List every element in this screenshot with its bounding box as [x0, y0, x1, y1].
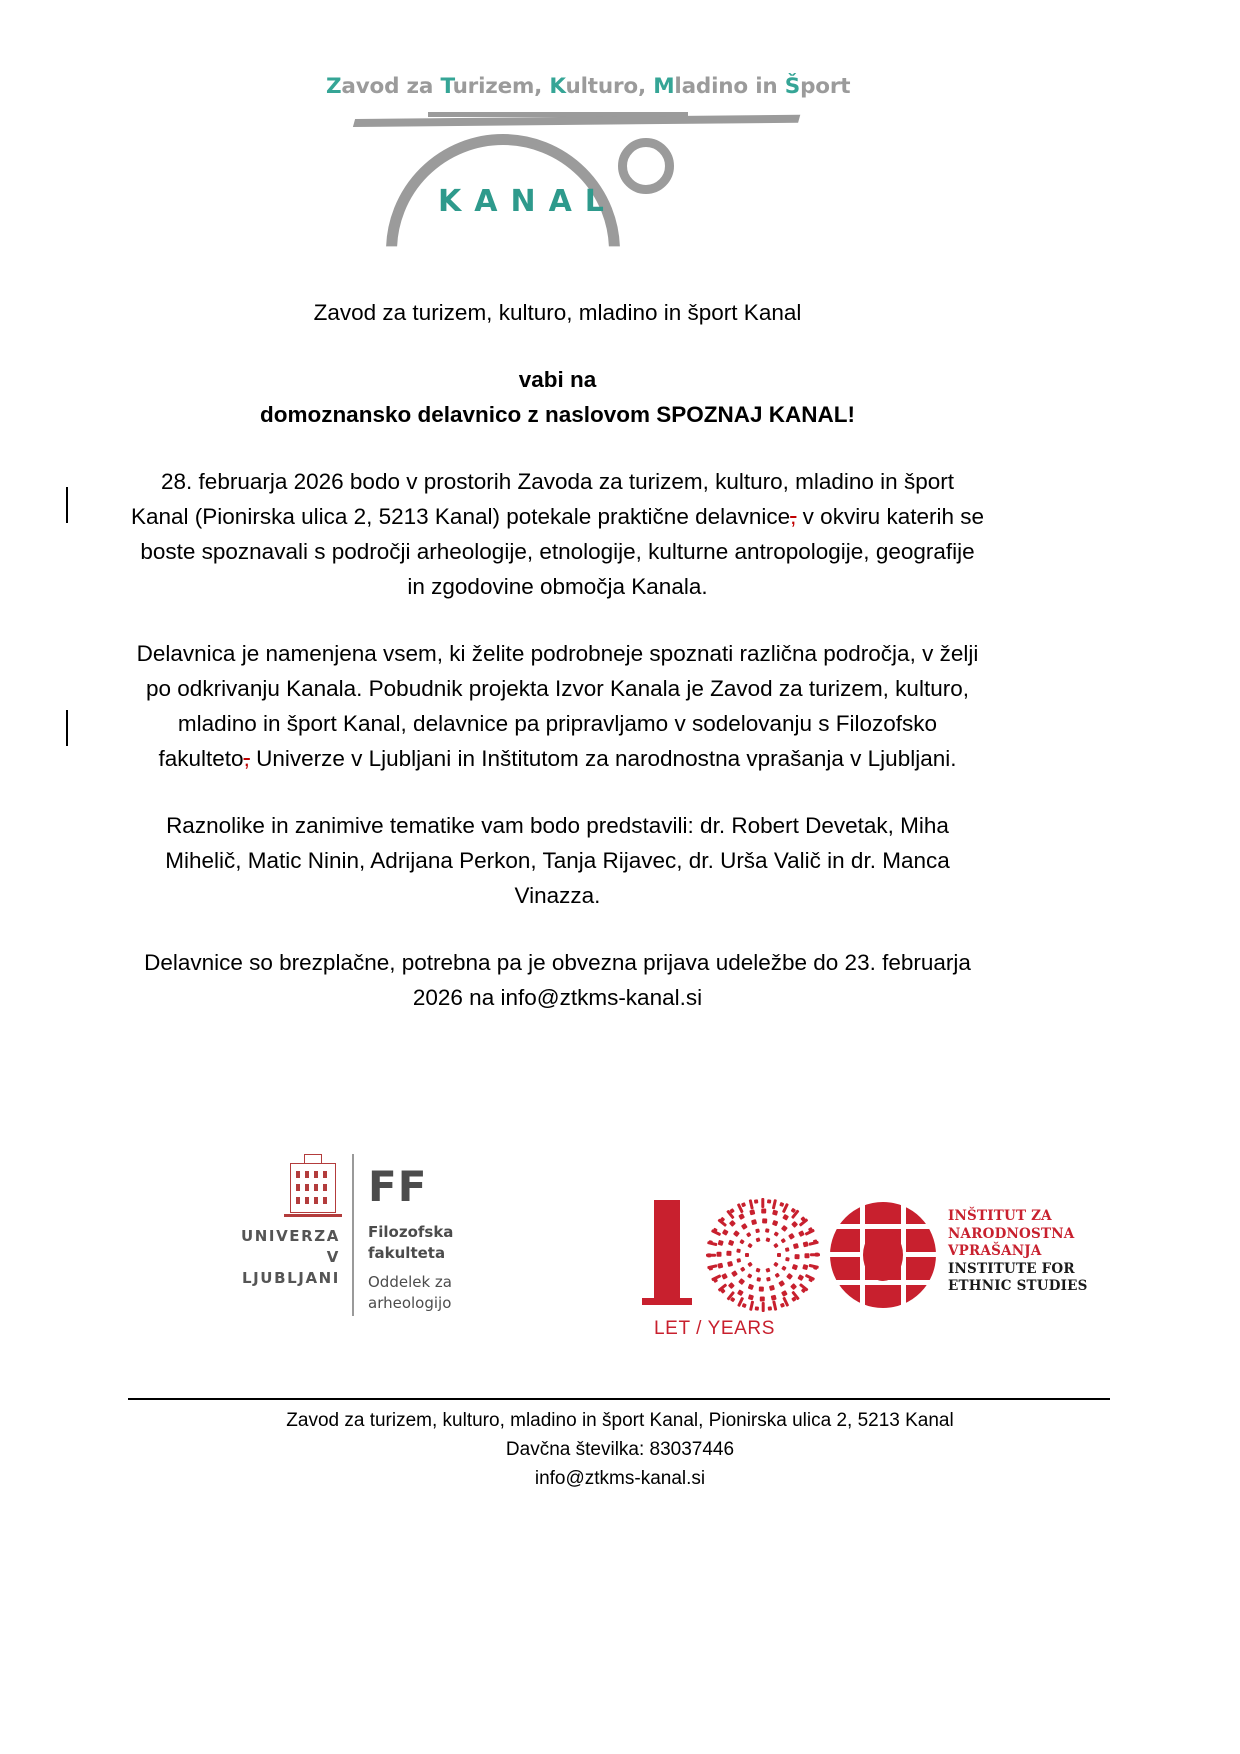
- university-name: [232, 1226, 340, 1289]
- building-window-icon: [314, 1171, 318, 1178]
- paragraph-registration: Delavnice so brezplačne, potrebna pa je obvezna prijava udeležbe do 23. februarja 2026 na info@ztkms-kanal.si: [144, 950, 971, 1010]
- building-window-icon: [305, 1197, 309, 1204]
- numeral-one-base-icon: [642, 1298, 692, 1305]
- workshop-title-line: domoznansko delavnico z naslovom SPOZNAJ KANAL!: [259, 402, 856, 427]
- institute-line-5: ETHNIC STUDIES: [948, 1278, 1088, 1294]
- footer-divider: [128, 1398, 1110, 1400]
- logo-wordmark-part: Š: [784, 74, 801, 99]
- faculty-name: [368, 1222, 488, 1264]
- logo-wordmark-part: M: [653, 74, 675, 99]
- department-line-2: arheologijo: [368, 1294, 452, 1312]
- globe-zero-icon: [830, 1202, 936, 1308]
- paragraph-audience: [130, 636, 985, 776]
- building-window-icon: [323, 1171, 327, 1178]
- university-of-ljubljana-ff-logo: [232, 1154, 482, 1314]
- logo-wordmark-part: ulturo,: [565, 74, 654, 99]
- university-name-line-1: UNIVERZA: [240, 1227, 340, 1245]
- footer-line-2: Davčna številka: 83037446: [505, 1439, 735, 1460]
- starburst-zero-icon: [702, 1194, 824, 1316]
- ff-monogram: FF: [368, 1162, 428, 1211]
- footer-line-1: Zavod za turizem, kulturo, mladino in šport Kanal, Pionirska ulica 2, 5213 Kanal: [286, 1410, 954, 1431]
- document-body: [130, 295, 985, 1047]
- university-name-line-2: V LJUBLJANI: [241, 1248, 340, 1287]
- building-window-icon: [296, 1184, 300, 1191]
- building-base-icon: [284, 1214, 342, 1217]
- institute-line-4: INSTITUTE FOR: [948, 1260, 1075, 1277]
- revision-change-bar: [66, 710, 68, 746]
- logo-wordmark-part: K: [549, 74, 566, 99]
- building-window-icon: [314, 1184, 318, 1191]
- logo-wordmark-part: urizem,: [452, 74, 550, 99]
- logo-bar-thick-icon: [353, 115, 800, 127]
- building-window-icon: [314, 1197, 318, 1204]
- logo-wordmark-part: Z: [326, 74, 342, 99]
- institute-line-3: VPRAŠANJA: [948, 1243, 1042, 1259]
- institute-line-1: INŠTITUT ZA: [948, 1208, 1052, 1224]
- logo-wordmark-part: avod za: [341, 74, 441, 99]
- logo-ring-icon: [618, 138, 674, 194]
- faculty-line-2: fakulteta: [368, 1244, 446, 1262]
- paragraph-1-deleted-comma: ,: [790, 504, 797, 529]
- revision-change-bar: [66, 487, 68, 523]
- logo-wordmark-part: port: [800, 74, 851, 99]
- paragraph-1-part-b: v okviru katerih se boste spoznavali s področji arheologije, etnologije, kulturne antropologije, geografije in zgodovine območja Kanala.: [140, 504, 984, 599]
- footer-line-3: info@ztkms-kanal.si: [534, 1468, 706, 1489]
- building-window-icon: [296, 1171, 300, 1178]
- faculty-line-1: Filozofska: [368, 1223, 454, 1241]
- logo-kanal-text: KANAL: [438, 184, 617, 219]
- paragraph-2-part-a: Delavnica je namenjena vsem, ki želite podrobneje spoznati različna področja, v želji po odkrivanju Kanala. Pobudnik projekta Izvor Kanala je Zavod za turizem, kulturo, mladino in šport Kanal, delavnice pa pripravljamo v sodelovanju s Filozofsko fakulteto: [136, 641, 979, 771]
- building-roof-icon: [304, 1154, 322, 1163]
- paragraph-1-part-a: 28. februarja 2026 bodo v prostorih Zavoda za turizem, kulturo, mladino in šport Kanal (Pionirska ulica 2, 5213 Kanal) potekale praktične delavnice: [131, 469, 954, 529]
- department-name: [368, 1272, 488, 1314]
- paragraph-presenters: Raznolike in zanimive tematike vam bodo predstavili: dr. Robert Devetak, Miha Mihelič, Matic Ninin, Adrijana Perkon, Tanja Rijavec, dr. Urša Valič in dr. Manca Vinazza.: [165, 813, 950, 908]
- university-building-icon: [290, 1154, 336, 1216]
- building-window-icon: [305, 1184, 309, 1191]
- building-window-icon: [323, 1197, 327, 1204]
- logo-wordmark-part: T: [440, 74, 453, 99]
- globe-center-icon: [863, 1229, 903, 1281]
- logo-divider: [352, 1154, 354, 1316]
- paragraph-2-deleted-comma: ,: [243, 746, 250, 771]
- footer-contact: [130, 1406, 1110, 1493]
- institute-ethnic-studies-logo: [648, 1200, 1088, 1350]
- organization-line: Zavod za turizem, kulturo, mladino in šport Kanal: [313, 300, 802, 325]
- building-window-icon: [296, 1197, 300, 1204]
- logo-wordmark: [326, 74, 851, 99]
- ztkms-kanal-logo: [318, 58, 851, 233]
- numeral-one-icon: [654, 1200, 680, 1300]
- paragraph-2-part-b: Univerze v Ljubljani in Inštitutom za narodnostna vprašanja v Ljubljani.: [249, 746, 957, 771]
- invite-line: vabi na: [518, 367, 597, 392]
- building-window-icon: [323, 1184, 327, 1191]
- institute-line-2: NARODNOSTNA: [948, 1225, 1075, 1242]
- building-window-icon: [305, 1171, 309, 1178]
- partner-logos: [0, 1140, 1240, 1360]
- institute-name: [948, 1208, 1098, 1296]
- logo-wordmark-part: ladino in: [674, 74, 785, 99]
- paragraph-event-details: [130, 464, 985, 604]
- years-label: LET / YEARS: [654, 1318, 776, 1339]
- department-line-1: Oddelek za: [368, 1273, 452, 1291]
